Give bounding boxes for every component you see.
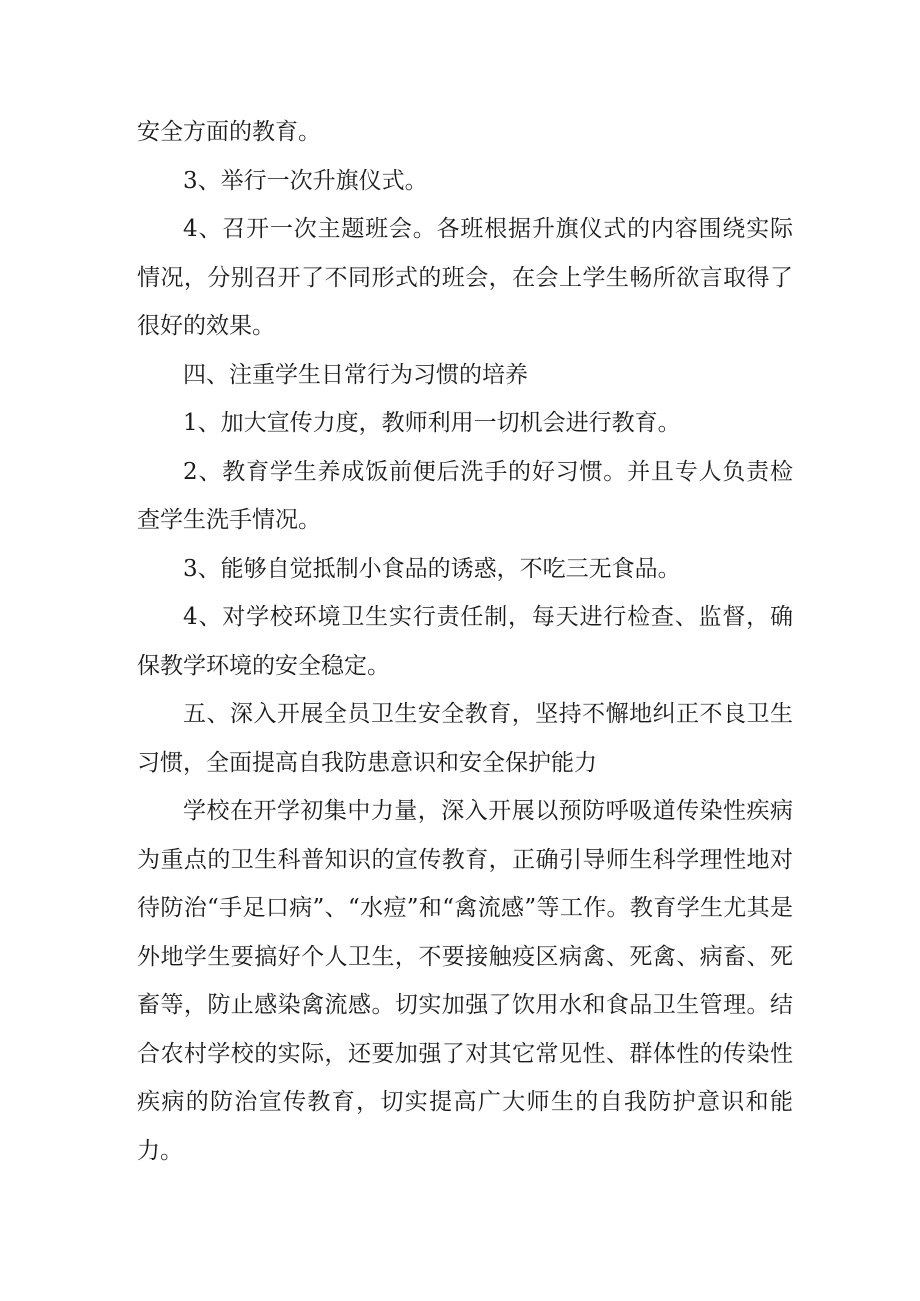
section-heading-4: 四、注重学生日常行为习惯的培养 — [183, 361, 528, 388]
paragraph-disease-prevention: 学校在开学初集中力量，深入开展以预防呼吸道传染性疾病为重点的卫生科普知识的宣传教育，正确引导师生科学理性地对待防治“手足口病”、“水痘”和“禽流感”等工作。教育学生尤其是外地学生要搞好个人卫生，不要接触疫区病禽、死禽、病畜、死畜等，防止感染禽流感。切实加强了饮用水和食品卫生管理。结合农村学校的实际，还要加强了对其它常见性、群体性的传染性疾病的防治宣传教育，切实提高广大师生的自我防护意识和能力。 — [137, 798, 793, 1164]
paragraph-item-2-handwashing: 2、教育学生养成饭前便后洗手的好习惯。并且专人负责检查学生洗手情况。 — [137, 458, 793, 533]
paragraph-item-4-hygiene-responsibility: 4、对学校环境卫生实行责任制，每天进行检查、监督，确保教学环境的安全稳定。 — [137, 604, 793, 679]
paragraph-item-1-publicity: 1、加大宣传力度，教师利用一切机会进行教育。 — [183, 410, 681, 436]
document-body — [137, 108, 793, 1175]
paragraph-item-3-snacks: 3、能够自觉抵制小食品的诱惑，不吃三无食品。 — [183, 555, 681, 582]
paragraph-item-3-flag-ceremony: 3、举行一次升旗仪式。 — [183, 167, 428, 194]
section-heading-5: 五、深入开展全员卫生安全教育，坚持不懈地纠正不良卫生习惯，全面提高自我防患意识和安全保护能力 — [137, 701, 793, 776]
paragraph-item-4-class-meeting: 4、召开一次主题班会。各班根据升旗仪式的内容围绕实际情况，分别召开了不同形式的班会，在会上学生畅所欲言取得了很好的效果。 — [137, 216, 793, 339]
paragraph-continuation: 安全方面的教育。 — [137, 119, 321, 145]
